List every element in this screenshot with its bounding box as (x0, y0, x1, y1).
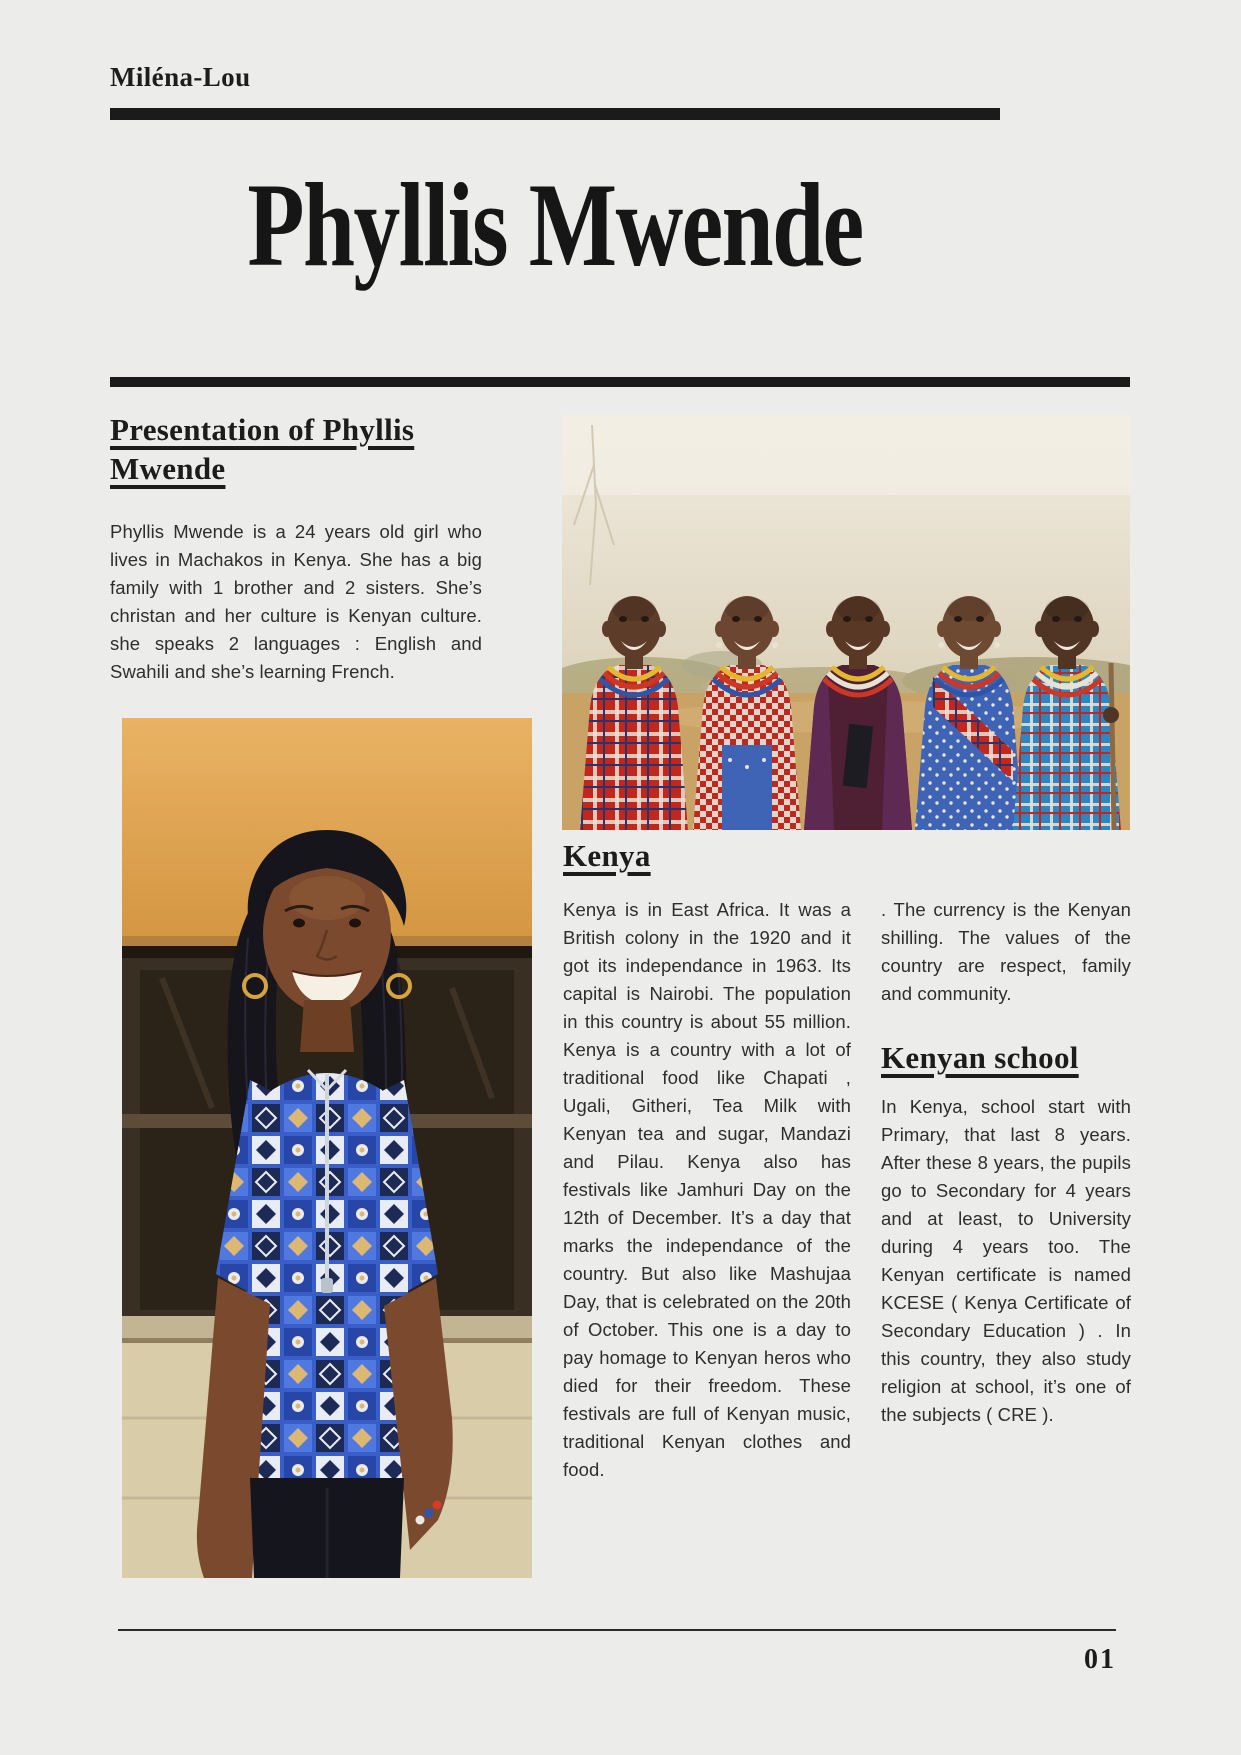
title-rule (110, 377, 1130, 387)
page-author: Miléna-Lou (110, 62, 251, 92)
maasai-group-photo (562, 415, 1130, 830)
kenya-paragraph-left: Kenya is in East Africa. It was a British colony in the 1920 and it got its independance in 1963. Its capital is Nairobi. The population in this country is about 55 million. Kenya is a country with a lot of traditional food like Chapati , Ugali, Githeri, Tea Milk with Kenyan tea and sugar, Mandazi and Pilau. Kenya also has festivals like Jamhuri Day on the 12th of December. It’s a day that marks the independance of the country. But also like Mashujaa Day, that is celebrated on the 20th of October. This one is a day to pay homage to Kenyan heros who died for their freedom. These festivals are full of Kenyan music, traditional Kenyan clothes and food. (563, 899, 851, 1480)
phyllis-portrait-photo (122, 718, 532, 1578)
page-number: 01 (1084, 1644, 1116, 1675)
kenyan-school-paragraph: In Kenya, school start with Primary, that last 8 years. After these 8 years, the pupils go to Secondary for 4 years and at least, to University during 4 years too. The Kenyan certificate is named KCESE ( Kenya Certificate of Secondary Education ) . In this country, they also study religion at school, it’s one of the subjects ( CRE ). (881, 1096, 1131, 1425)
presentation-paragraph: Phyllis Mwende is a 24 years old girl who lives in Machakos in Kenya. She has a big family with 1 brother and 2 sisters. She’s christan and her culture is Kenyan culture. she speaks 2 languages : English and Swahili and she’s learning French. (110, 521, 482, 682)
footer-rule (118, 1629, 1116, 1631)
kenya-columns (563, 896, 1131, 1484)
kenyan-school-heading: Kenyan school (881, 1040, 1079, 1075)
presentation-heading: Presentation of Phyllis Mwende (110, 412, 415, 486)
kenya-paragraph-right: . The currency is the Kenyan shilling. The values of the country are respect, family and community. (881, 899, 1131, 1004)
page-title: Phyllis Mwende (247, 158, 863, 291)
kenya-heading: Kenya (563, 838, 651, 873)
header-rule (110, 108, 1000, 120)
